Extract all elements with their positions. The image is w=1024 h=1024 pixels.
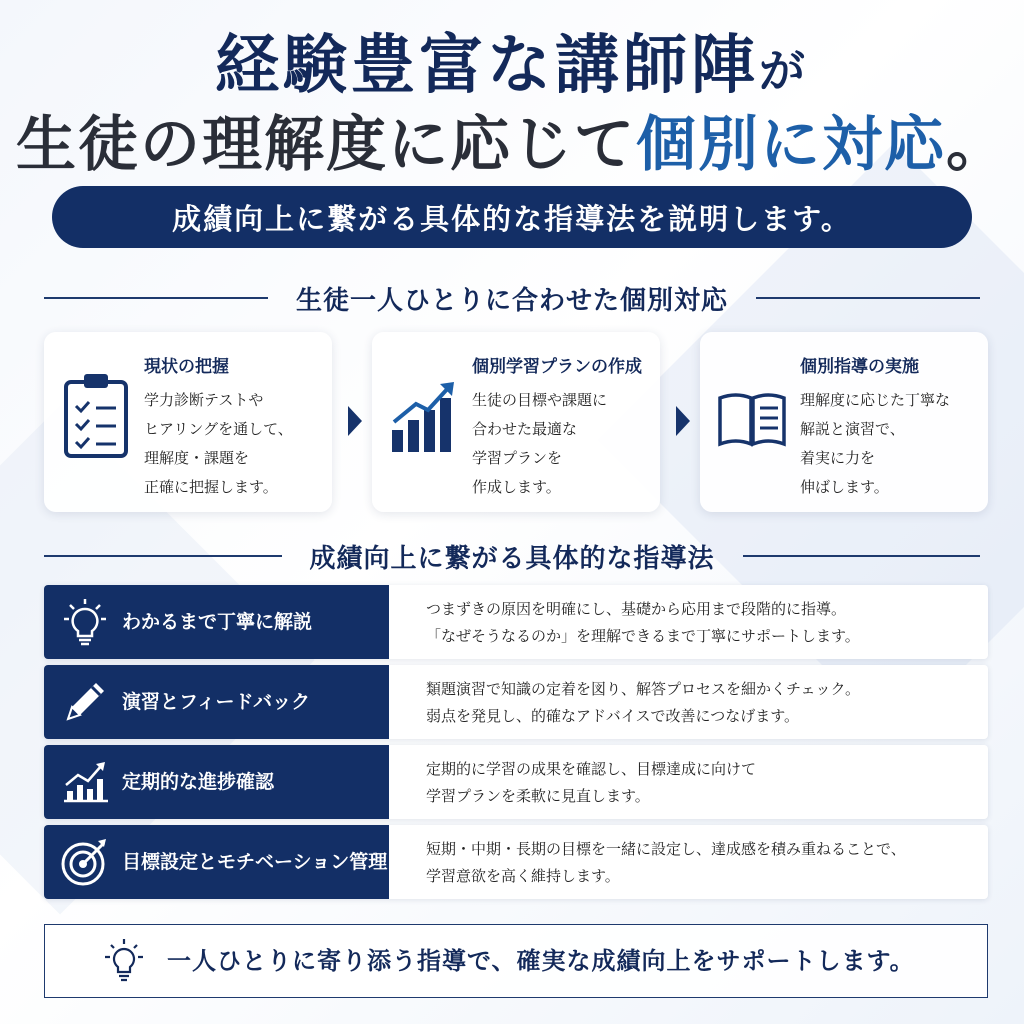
lightbulb-icon <box>101 937 147 985</box>
method-label: わかるまで丁寧に解説 <box>122 611 313 633</box>
method-label-box <box>44 585 389 659</box>
divider <box>743 555 981 557</box>
method-label: 定期的な進捗確認 <box>122 771 275 793</box>
section-heading-individual <box>44 278 980 318</box>
method-row-goals <box>44 825 988 899</box>
subtitle-banner: 成績向上に繋がる具体的な指導法を説明します。 <box>52 186 972 248</box>
footer-banner <box>44 924 988 998</box>
divider <box>44 555 282 557</box>
footer-message: 一人ひとりに寄り添う指導で、確実な成績向上をサポートします。 <box>167 947 915 975</box>
headline-line1: 経験豊富な講師陣が <box>215 28 809 103</box>
clipboard-checklist-icon <box>60 370 132 460</box>
lightbulb-icon <box>58 595 112 649</box>
headline-highlight: 個別に対応 <box>636 110 946 180</box>
section-heading-methods <box>44 536 980 576</box>
flow-arrow-icon <box>348 406 362 436</box>
method-label-box <box>44 665 389 739</box>
method-row-explanation <box>44 585 988 659</box>
step-heading: 個別学習プランの作成 <box>472 357 642 377</box>
method-label-box <box>44 745 389 819</box>
step-heading: 現状の把握 <box>144 357 229 377</box>
method-description: 短期・中期・長期の目標を一緒に設定し、達成感を積み重ねることで、 学習意欲を高く維持します。 <box>426 840 906 885</box>
method-row-progress <box>44 745 988 819</box>
headline-line2: 生徒の理解度に応じて個別に対応。 <box>16 110 1008 180</box>
method-label-box <box>44 825 389 899</box>
divider <box>756 297 980 299</box>
open-book-icon <box>716 370 788 460</box>
method-label: 演習とフィードバック <box>122 691 311 713</box>
divider <box>44 297 268 299</box>
progress-chart-icon <box>58 755 112 809</box>
flow-arrow-icon <box>676 406 690 436</box>
method-description: 定期的に学習の成果を確認し、目標達成に向けて 学習プランを柔軟に見直します。 <box>426 760 757 805</box>
step-card-assessment <box>44 332 332 512</box>
method-description: 類題演習で知識の定着を図り、解答プロセスを細かくチェック。 弱点を発見し、的確なアドバイスで改善につなげます。 <box>426 680 860 725</box>
method-row-practice <box>44 665 988 739</box>
method-description: つまずきの原因を明確にし、基礎から応用まで段階的に指導。 「なぜそうなるのか」を理解できるまで丁寧にサポートします。 <box>426 600 860 645</box>
step-description: 理解度に応じた丁寧な 解説と演習で、 着実に力を 伸ばします。 <box>800 391 951 496</box>
step-card-instruction <box>700 332 988 512</box>
section-title: 生徒一人ひとりに合わせた個別対応 <box>296 285 729 316</box>
step-description: 生徒の目標や課題に 合わせた最適な 学習プランを 作成します。 <box>472 391 608 496</box>
step-description: 学力診断テストや ヒアリングを通して、 理解度・課題を 正確に把握します。 <box>144 391 293 496</box>
method-label: 目標設定とモチベーション管理 <box>122 851 388 873</box>
section-title: 成績向上に繋がる具体的な指導法 <box>309 543 715 574</box>
growth-chart-icon <box>388 370 460 460</box>
step-heading: 個別指導の実施 <box>800 357 919 377</box>
pencil-icon <box>58 675 112 729</box>
step-card-plan <box>372 332 660 512</box>
target-icon <box>58 835 112 889</box>
